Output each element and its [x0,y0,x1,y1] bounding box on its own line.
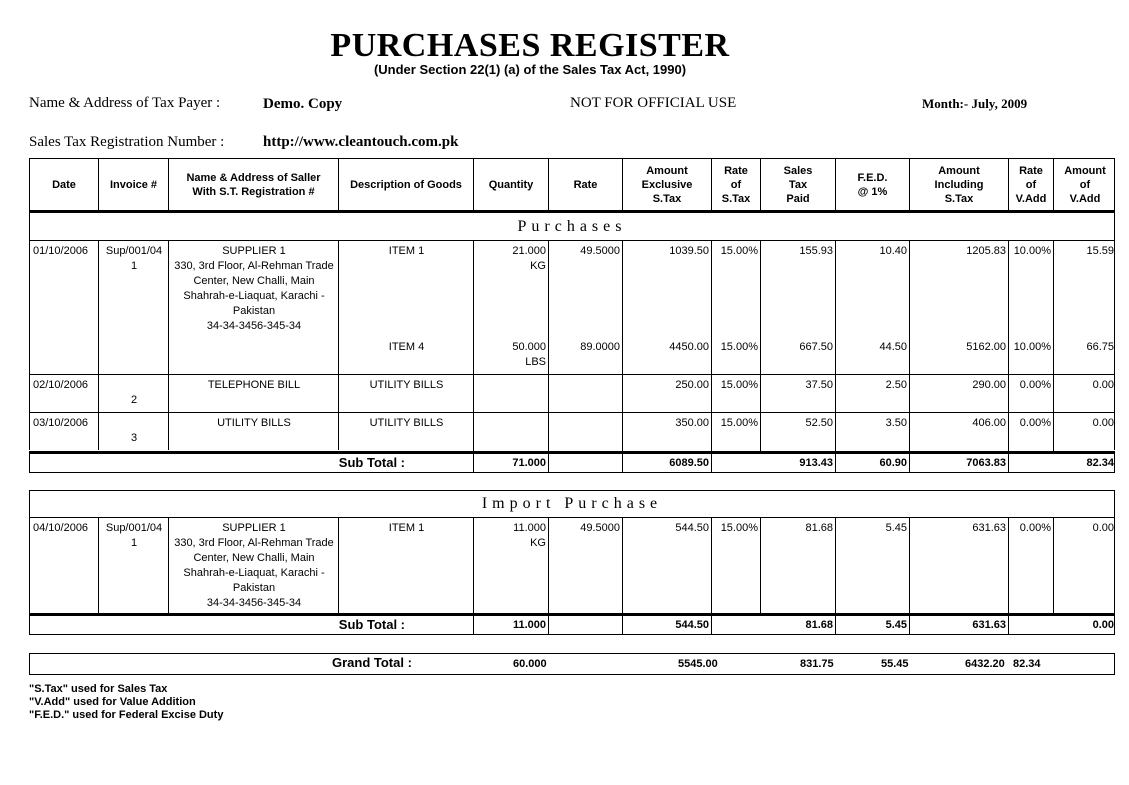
table-row [30,412,1114,450]
cell-amount-excl-stax: 350.00 [623,413,712,451]
taxpayer-value: Demo. Copy [263,96,343,112]
cell-amount-excl-stax: 4450.00 [623,337,712,375]
cell-date: 02/10/2006 [30,375,99,412]
section-title: Purchases [29,213,1115,240]
cell-amount-vadd: 0.00 [1092,417,1114,429]
subtotal-label: Sub Total : [30,616,474,634]
cell-description: UTILITY BILLS [339,413,474,451]
cell-rate-stax: 15.00% [712,337,761,375]
cell-amount-excl-stax: 250.00 [623,375,712,413]
subtotal-row [29,613,1115,635]
cell-rate-stax: 15.00% [712,375,761,413]
subtotal-amt-incl: 631.63 [910,616,1009,634]
subtotal-qty: 71.000 [474,454,549,472]
cell-rate-stax: 15.00% [712,413,761,451]
taxpayer-label: Name & Address of Tax Payer : [29,95,221,111]
cell-amount-vadd: 0.00 [1092,379,1114,391]
cell-seller: SUPPLIER 1 330, 3rd Floor, Al-Rehman Trade Center, New Challi, Main Shahrah-e-Liaquat, Karachi - Pakistan 34-34-3456-345-34 [169,241,339,374]
cell-rate: 49.5000 [549,518,623,614]
cell-fed: 3.50 [836,413,910,451]
not-official-watermark: NOT FOR OFFICIAL USE [570,95,737,111]
cell-rate: 49.5000 [549,241,623,337]
cell-amount-vadd: 15.59 [1086,245,1114,257]
column-header-quantity: Quantity [474,159,549,210]
report-subtitle: (Under Section 22(1) (a) of the Sales Tax Act, 1990) [373,62,687,77]
cell-seller: TELEPHONE BILL [169,375,339,412]
column-header-amount-incl-stax: Amount Including S.Tax [910,159,1009,210]
cell-sales-tax-paid: 667.50 [761,337,836,375]
note-vadd: "V.Add" used for Value Addition [29,696,196,708]
cell-rate-vadd: 0.00% [1009,413,1054,451]
column-header-description: Description of Goods [339,159,474,210]
grand-total-amt-excl: 5545.00 [678,658,718,670]
table-row [30,374,1114,412]
subtotal-amt-vadd: 82.34 [1086,457,1114,469]
cell-sales-tax-paid: 81.68 [761,518,836,614]
subtotal-row [29,451,1115,473]
subtotal-fed: 60.90 [836,454,910,472]
cell-invoice: 3 [99,413,169,450]
grand-total-stax: 831.75 [800,658,834,670]
grand-total-amt-incl: 6432.20 [965,658,1005,670]
grand-total-amt-vadd: 82.34 [1013,658,1041,670]
cell-rate [549,375,623,413]
cell-description: UTILITY BILLS [339,375,474,413]
subtotal-stax: 81.68 [712,616,836,634]
cell-rate-stax: 15.00% [712,518,761,614]
section-title: Import Purchase [29,491,1115,517]
subtotal-amt-vadd: 0.00 [1092,619,1114,631]
cell-amount-incl-stax: 631.63 [910,518,1009,614]
cell-fed: 44.50 [836,337,910,375]
cell-sales-tax-paid: 155.93 [761,241,836,337]
cell-amount-vadd: 66.75 [1086,341,1114,353]
table-row [30,240,1114,374]
cell-rate [549,413,623,451]
cell-amount-incl-stax: 1205.83 [910,241,1009,337]
subtotal-stax: 913.43 [712,454,836,472]
column-header-rate-vadd: Rate of V.Add [1009,159,1054,210]
grand-total-row [29,653,1115,675]
cell-quantity: 11.000 KG [474,518,549,614]
subtotal-amt-excl: 6089.50 [623,454,712,472]
cell-rate-vadd: 10.00% [1009,337,1054,375]
subtotal-amt-incl: 7063.83 [910,454,1009,472]
cell-rate: 89.0000 [549,337,623,375]
cell-rate-stax: 15.00% [712,241,761,337]
column-header-fed: F.E.D. @ 1% [836,159,910,210]
subtotal-fed: 5.45 [836,616,910,634]
subtotal-rate-empty [549,454,623,472]
cell-description: ITEM 1 [339,241,474,337]
grand-total-qty: 60.000 [513,658,547,670]
column-header-seller: Name & Address of Saller With S.T. Registration # [169,159,339,210]
cell-quantity [474,413,549,451]
registration-value: http://www.cleantouch.com.pk [263,134,459,150]
note-stax: "S.Tax" used for Sales Tax [29,683,168,695]
section-body [29,240,1115,450]
registration-label: Sales Tax Registration Number : [29,134,225,150]
cell-invoice: Sup/001/04 1 [99,518,169,613]
note-fed: "F.E.D." used for Federal Excise Duty [29,709,224,721]
month-label: Month:- [922,96,969,111]
cell-amount-vadd: 0.00 [1092,522,1114,534]
column-header-date: Date [30,159,99,210]
column-header-amount-excl-stax: Amount Exclusive S.Tax [623,159,712,210]
column-header-amount-vadd: Amount of V.Add [1064,164,1106,205]
cell-description: ITEM 4 [339,337,474,375]
cell-amount-excl-stax: 544.50 [623,518,712,614]
cell-invoice: Sup/001/04 1 [99,241,169,374]
cell-rate-vadd: 0.00% [1009,518,1054,614]
cell-quantity: 21.000 KG [474,241,549,337]
cell-fed: 10.40 [836,241,910,337]
cell-description: ITEM 1 [339,518,474,614]
cell-date: 04/10/2006 [30,518,99,613]
subtotal-qty: 11.000 [474,616,549,634]
cell-date: 03/10/2006 [30,413,99,450]
section-body [29,517,1115,613]
cell-amount-excl-stax: 1039.50 [623,241,712,337]
cell-seller: SUPPLIER 1 330, 3rd Floor, Al-Rehman Trade Center, New Challi, Main Shahrah-e-Liaquat, Karachi - Pakistan 34-34-3456-345-34 [169,518,339,613]
table-row [30,517,1114,613]
cell-fed: 5.45 [836,518,910,614]
month-field [922,96,1027,112]
legend-notes [29,683,223,722]
subtotal-rate-empty [549,616,623,634]
cell-seller: UTILITY BILLS [169,413,339,450]
column-header-rate-stax: Rate of S.Tax [712,159,761,210]
cell-amount-incl-stax: 5162.00 [910,337,1009,375]
month-value: July, 2009 [971,96,1028,111]
cell-sales-tax-paid: 37.50 [761,375,836,413]
cell-invoice: 2 [99,375,169,412]
cell-sales-tax-paid: 52.50 [761,413,836,451]
column-header-rate: Rate [549,159,623,210]
cell-amount-incl-stax: 290.00 [910,375,1009,413]
column-header-invoice: Invoice # [99,159,169,210]
grand-total-fed: 55.45 [881,658,909,670]
report-title: PURCHASES REGISTER [330,27,730,64]
cell-date: 01/10/2006 [30,241,99,374]
cell-amount-incl-stax: 406.00 [910,413,1009,451]
cell-rate-vadd: 0.00% [1009,375,1054,413]
subtotal-label: Sub Total : [30,454,474,472]
table-header [29,158,1115,213]
subtotal-amt-excl: 544.50 [623,616,712,634]
cell-fed: 2.50 [836,375,910,413]
column-header-sales-tax-paid: Sales Tax Paid [761,159,836,210]
grand-total-label: Grand Total : [332,655,412,670]
cell-quantity [474,375,549,413]
cell-quantity: 50.000 LBS [474,337,549,375]
cell-rate-vadd: 10.00% [1009,241,1054,337]
